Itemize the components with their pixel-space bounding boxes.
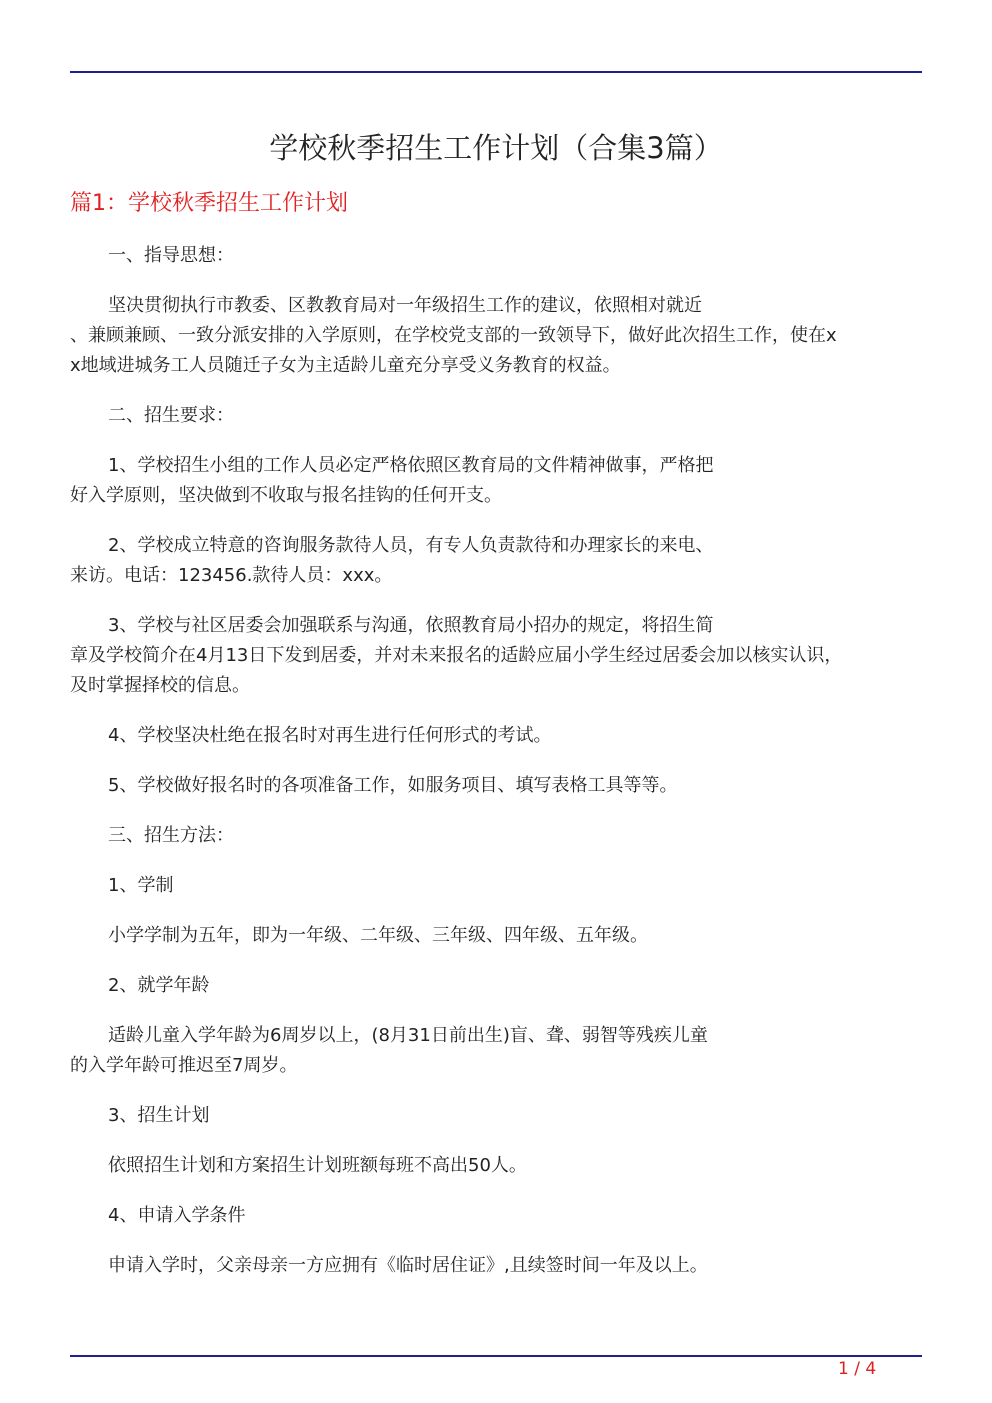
- paragraph-line: 好入学原则，坚决做到不收取与报名挂钩的任何开支。: [70, 485, 502, 506]
- paragraph-requirement-2: [70, 531, 922, 591]
- paragraph-line: 来访。电话：123456.款待人员：xxx。: [70, 565, 393, 586]
- paragraph-plan: [70, 1151, 922, 1181]
- paragraph-line: x地域进城务工人员随迁子女为主适龄儿童充分享受义务教育的权益。: [70, 355, 621, 376]
- paragraph-line: 5、学校做好报名时的各项准备工作，如服务项目、填写表格工具等等。: [108, 775, 678, 796]
- paragraph-line: 及时掌握择校的信息。: [70, 675, 250, 696]
- paragraph-line: 4、学校坚决杜绝在报名时对再生进行任何形式的考试。: [108, 725, 552, 746]
- paragraph-line: 依照招生计划和方案招生计划班额每班不高出50人。: [108, 1155, 527, 1176]
- paragraph-line: 1、学校招生小组的工作人员必定严格依照区教育局的文件精神做事，严格把: [108, 455, 714, 476]
- paragraph-heading-age: [70, 971, 922, 1001]
- section-title: 篇1：学校秋季招生工作计划: [70, 191, 348, 216]
- paragraph-requirement-5: [70, 771, 922, 801]
- paragraph-requirement-3: [70, 611, 922, 701]
- paragraph-heading-methods: [70, 821, 922, 851]
- paragraph-heading-schooling: [70, 871, 922, 901]
- paragraph-line: 坚决贯彻执行市教委、区教教育局对一年级招生工作的建议，依照相对就近: [108, 295, 702, 316]
- paragraph-line: 三、招生方法：: [108, 825, 234, 846]
- paragraph-line: 适龄儿童入学年龄为6周岁以上，(8月31日前出生)盲、聋、弱智等残疾儿童: [108, 1025, 708, 1046]
- paragraph-line: 申请入学时，父亲母亲一方应拥有《临时居住证》,且续签时间一年及以上。: [108, 1255, 708, 1276]
- paragraph-heading-requirements: [70, 401, 922, 431]
- paragraph-line: 2、学校成立特意的咨询服务款待人员，有专人负责款待和办理家长的来电、: [108, 535, 714, 556]
- page-indicator: 1 / 4: [838, 1359, 877, 1379]
- paragraph-schooling: [70, 921, 922, 951]
- paragraph-line: 章及学校简介在4月13日下发到居委，并对未来报名的适龄应届小学生经过居委会加以核实认识，: [70, 645, 843, 666]
- paragraph-age: [70, 1021, 922, 1081]
- paragraph-line: 一、指导思想：: [108, 245, 234, 266]
- paragraph-line: 4、申请入学条件: [108, 1205, 246, 1226]
- paragraph-heading-plan: [70, 1101, 922, 1131]
- paragraph-requirement-1: [70, 451, 922, 511]
- paragraph-line: 、兼顾兼顾、一致分派安排的入学原则，在学校党支部的一致领导下，做好此次招生工作，使在x: [70, 325, 837, 346]
- paragraph-heading-conditions: [70, 1201, 922, 1231]
- document-title: 学校秋季招生工作计划（合集3篇）: [269, 131, 723, 165]
- footer-rule: [70, 1355, 922, 1357]
- paragraph-line: 二、招生要求：: [108, 405, 234, 426]
- header-rule: [70, 71, 922, 73]
- paragraph-line: 3、招生计划: [108, 1105, 210, 1126]
- paragraph-requirement-4: [70, 721, 922, 751]
- paragraph-line: 3、学校与社区居委会加强联系与沟通，依照教育局小招办的规定，将招生简: [108, 615, 714, 636]
- paragraph-conditions: [70, 1251, 922, 1281]
- paragraph-line: 的入学年龄可推迟至7周岁。: [70, 1055, 298, 1076]
- paragraph-guiding-ideology: [70, 291, 922, 381]
- paragraph-heading-guiding-ideology: [70, 241, 922, 271]
- paragraph-line: 小学学制为五年，即为一年级、二年级、三年级、四年级、五年级。: [108, 925, 648, 946]
- paragraph-line: 2、就学年龄: [108, 975, 210, 996]
- paragraph-line: 1、学制: [108, 875, 174, 896]
